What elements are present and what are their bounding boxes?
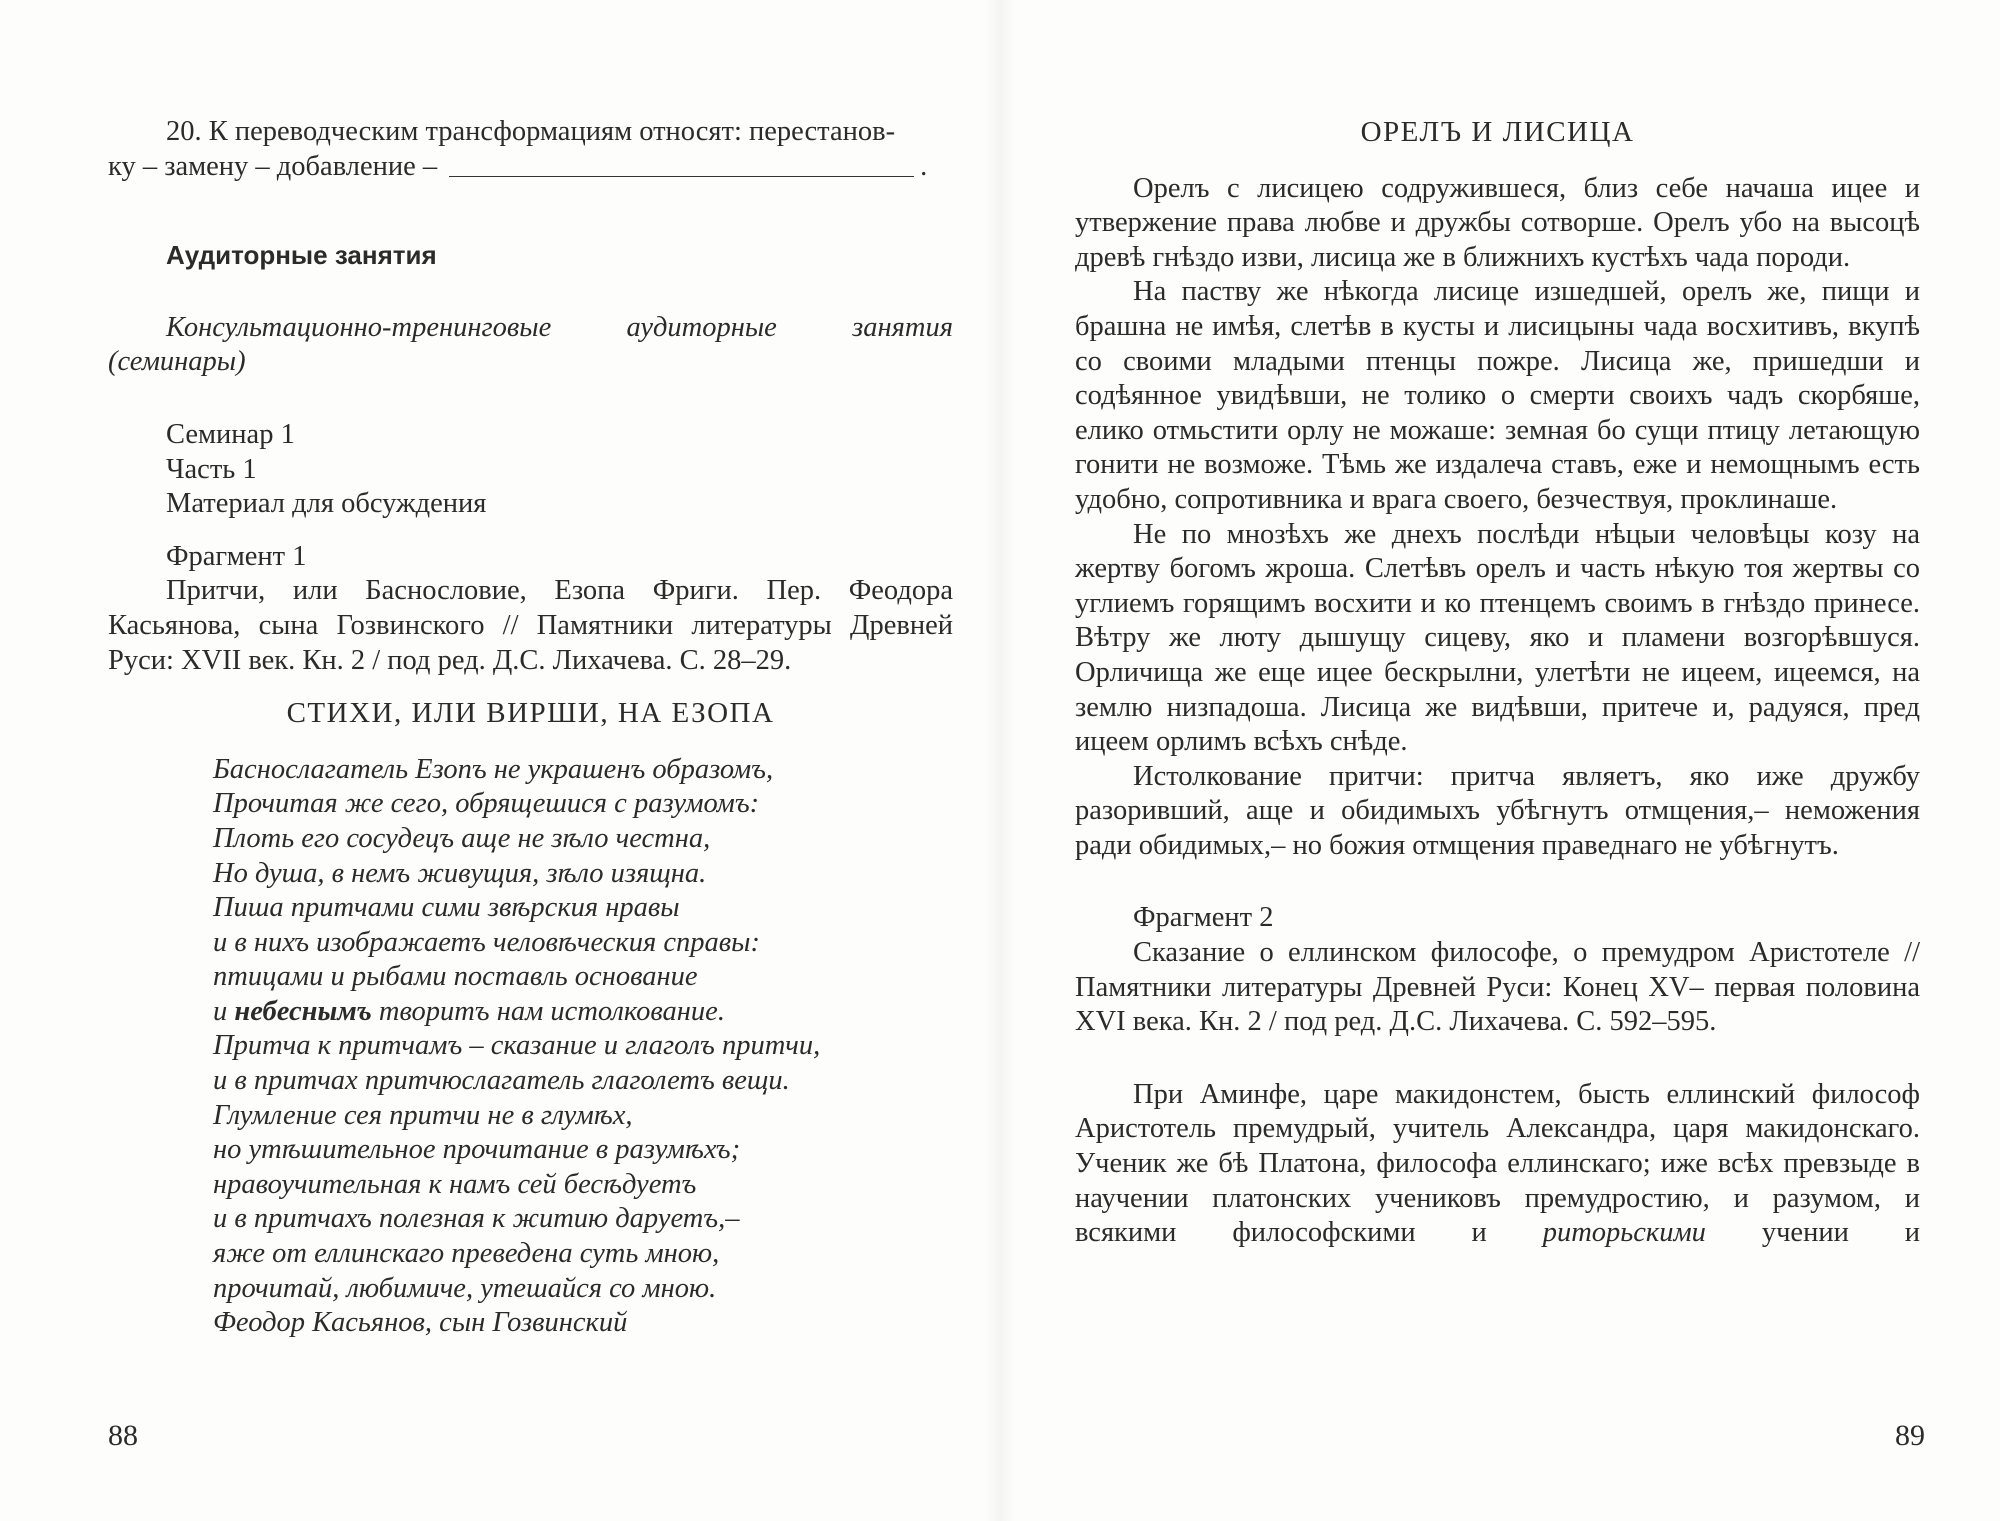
- poem-title: СТИХИ, ИЛИ ВИРШИ, НА ЕЗОПА: [286, 697, 775, 730]
- page-number-right: 89: [1895, 1419, 1925, 1452]
- poem-line: птицами и рыбами поставль основание: [213, 961, 698, 993]
- poem-line: Плоть его сосудецъ аще не зѣло честна,: [213, 822, 711, 854]
- fragment-2-label: Фрагмент 2: [1133, 902, 1274, 934]
- question-line-2: [108, 150, 953, 185]
- page-number-left: 88: [108, 1419, 138, 1452]
- right-page: [1000, 0, 2000, 1521]
- poem-line: и в нихъ изображаетъ человѣческия справы:: [213, 926, 760, 958]
- final-paragraph-main: При Аминфе, царе макидонстем, бысть еллинский философ Аристотель премудрый, учитель Александра, царя макидонскаго. Ученик же бѣ Платона, философа еллинскаго; иже всѣх превзыде в научении платонских учениковъ премудростию, и разумом, и всякими философскими и: [1075, 1078, 1920, 1249]
- poem-line: яже от еллинскаго преведена суть мною,: [213, 1238, 720, 1270]
- poem-line: но утѣшительное прочитание в разумѣхъ;: [213, 1134, 741, 1166]
- answer-blank[interactable]: [449, 175, 914, 177]
- subsection-heading: Консультационно-тренинговые аудиторные занятия (семинары): [108, 311, 953, 378]
- poem-line: Притча к притчамъ – сказание и глаголъ притчи,: [213, 1030, 821, 1062]
- poem: [108, 753, 953, 1341]
- left-column: [108, 115, 953, 1341]
- seminar-label: Семинар 1: [166, 418, 295, 450]
- poem-line: Прочитая же сего, обрящешися с разумомъ:: [213, 788, 760, 820]
- poem-line: и в притчах притчюслагатель глаголетъ вещи.: [213, 1065, 790, 1097]
- material-label: Материал для обсуждения: [166, 488, 487, 520]
- poem-bold-word: небеснымъ: [234, 995, 372, 1027]
- poem-line: Пиша притчами сими звѣрския нравы: [213, 892, 680, 924]
- poem-line: и в притчахъ полезная к житию даруетъ,–: [213, 1203, 740, 1235]
- question-line-2-text: ку – замену – добавление –: [108, 150, 438, 182]
- question-end-mark: .: [920, 150, 928, 182]
- poem-author: Феодор Касьянов, сын Гозвинский: [213, 1307, 628, 1339]
- fragment-1-source: Притчи, или Баснословие, Езопа Фриги. Пер. Феодора Касьянова, сына Гозвинского // Памятники литературы Древней Руси: XVII век. Кн. 2 / под ред. Д.С. Лихачева. С. 28–29.: [108, 575, 953, 676]
- final-paragraph: [1075, 1078, 1920, 1251]
- section-heading: Аудиторные занятия: [166, 240, 437, 271]
- fable-title: ОРЕЛЪ И ЛИСИЦА: [1360, 116, 1635, 148]
- poem-line: Баснослагатель Езопъ не украшенъ образомъ,: [213, 753, 774, 785]
- fable-paragraph: Не по мнозѣхъ же днехъ послѣди нѣцыи человѣцы козу на жертву богомъ жроша. Слетѣвъ орелъ и часть нѣкую тоя жертвы со углиемъ горящимъ восхити и ко птенцемъ своимъ в гнѣздо принесе. Вѣтру же люту дышущу сицеву, яко и пламени возгорѣвшуся. Орличища же еще ицее бескрылни, улетѣти не ицеем, ицеемся, на землю низпадоша. Лисица же видѣвши, притече и, радуяся, пред ицеем орлимъ всѣхъ снѣде.: [1075, 518, 1920, 758]
- poem-line: Но душа, в немъ живущия, зѣло изящна.: [213, 857, 707, 889]
- final-paragraph-end: учении и: [1705, 1217, 1920, 1249]
- poem-line: прочитай, любимиче, утешайся со мною.: [213, 1272, 717, 1304]
- fragment-1-label: Фрагмент 1: [166, 540, 307, 572]
- fable-paragraph: На паству же нѣкогда лисице изшедшей, орелъ же, пищи и брашна не имѣя, слетѣв в кусты и лисицыны чада восхитивъ, вкупѣ со своими младыми птенцы пожре. Лисица же, пришедши и содѣянное увидѣвши, не толико о смерти своихъ чадъ скорбяше, елико отмьстити орлу не можаше: земная бо сущи птицу летающую гонити не возможе. Тѣмь же издалеча ставъ, еже и немощнымъ есть удобно, сопротивника и врага своего, безчествуя, проклинаше.: [1075, 276, 1920, 515]
- fable-paragraph: Орелъ с лисицею содружившеся, близ себе начаша ицее и утвержение права любве и дружбы сотворше. Орелъ убо на высоцѣ древѣ гнѣздо изви, лисица же в ближнихъ кустѣхъ чада породи.: [1075, 172, 1920, 273]
- final-paragraph-italic: риторьскими: [1542, 1217, 1706, 1249]
- poem-line: Глумление сея притчи не в глумѣх,: [213, 1099, 633, 1131]
- poem-line-text: творитъ нам истолкование.: [371, 995, 725, 1027]
- question-line-1: 20. К переводческим трансформациям относят: перестанов-: [166, 116, 896, 147]
- poem-line-text: и: [213, 995, 235, 1027]
- fable-moral: Истолкование притчи: притча являетъ, яко иже дружбу разоривший, аще и обидимыхъ убѣгнутъ отмщения,– неможения ради обидимых,– но божия отмщения праведнаго не убѣгнутъ.: [1075, 760, 1920, 861]
- part-label: Часть 1: [166, 453, 257, 485]
- poem-line-with-bold: [213, 995, 953, 1030]
- poem-line: нравоучительная к намъ сей бесѣдуетъ: [213, 1168, 697, 1200]
- fragment-2-source: Сказание о еллинском философе, о премудром Аристотеле // Памятники литературы Древней Руси: Конец XV– первая половина XVI века. Кн. 2 / под ред. Д.С. Лихачева. С. 592–595.: [1075, 937, 1920, 1038]
- right-column: [1075, 115, 1920, 1251]
